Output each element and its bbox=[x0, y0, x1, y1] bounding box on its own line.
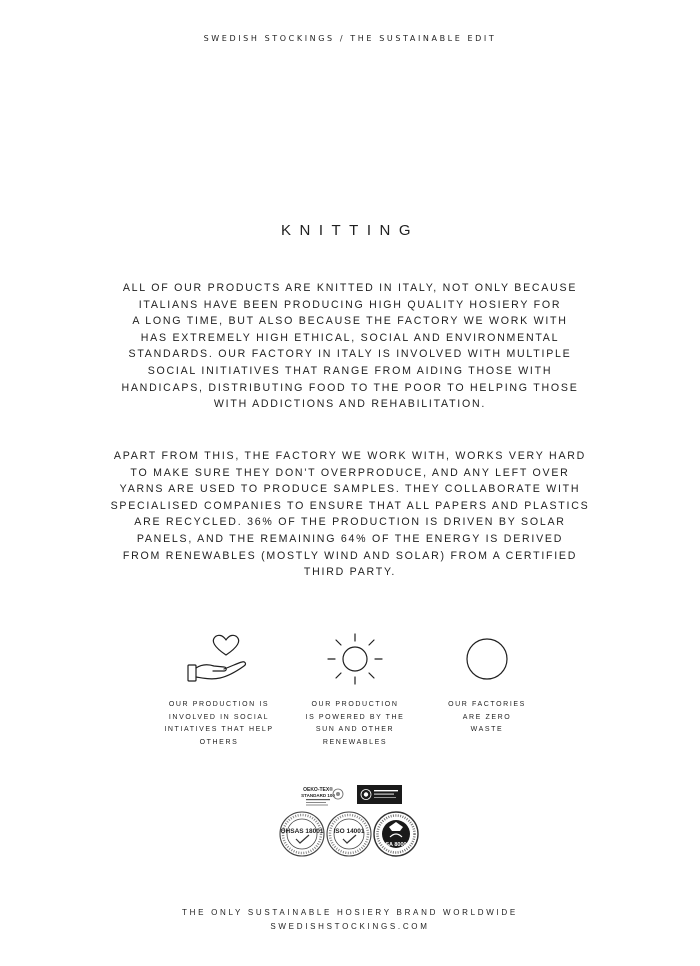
caption-line: INTIATIVES THAT HELP bbox=[164, 726, 274, 733]
paragraph-line: THIRD PARTY. bbox=[303, 566, 397, 579]
ohsas-label: OHSAS 18001 bbox=[280, 828, 324, 835]
paragraph-line: FROM RENEWABLES (MOSTLY WIND AND SOLAR) FROM A CERTIFIED bbox=[122, 549, 578, 562]
paragraph-line: TO MAKE SURE THEY DON'T OVERPRODUCE, AND ANY LEFT OVER bbox=[130, 466, 570, 479]
caption-line: INVOLVED IN SOCIAL bbox=[168, 713, 270, 721]
paragraph-line: YARNS ARE USED TO PRODUCE SAMPLES. THEY COLLABORATE WITH bbox=[119, 483, 581, 496]
caption-line: OTHERS bbox=[199, 738, 239, 746]
caption-line: IS POWERED BY THE bbox=[305, 713, 405, 721]
sa8000-label: SA 8000 bbox=[385, 842, 407, 848]
paragraph-line: PANELS, AND THE REMAINING 64% OF THE ENERGY IS DERIVED bbox=[136, 532, 564, 545]
paragraph-line: STANDARDS. OUR FACTORY IN ITALY IS INVOLVED WITH MULTIPLE bbox=[128, 348, 572, 361]
paragraph-line: HAS EXTREMELY HIGH ETHICAL, SOCIAL AND ENVIRONMENTAL bbox=[140, 331, 560, 344]
feature-icons-row bbox=[0, 633, 700, 753]
paragraph-line: SPECIALISED COMPANIES TO ENSURE THAT ALL PAPERS AND PLASTICS bbox=[110, 499, 590, 512]
iso-seal bbox=[327, 812, 371, 856]
caption-line: WASTE bbox=[470, 726, 504, 733]
paragraph-line: ARE RECYCLED. 36% OF THE PRODUCTION IS DRIVEN BY SOLAR bbox=[134, 516, 566, 529]
oeko-tex-line2: STANDARD 100 bbox=[301, 793, 335, 798]
caption-line: OUR PRODUCTION bbox=[311, 701, 399, 708]
section-title: KNITTING bbox=[281, 222, 419, 239]
paragraph-knitting-italy bbox=[100, 280, 600, 413]
paragraph-line: HANDICAPS, DISTRIBUTING FOOD TO THE POOR TO HELPING THOSE bbox=[121, 381, 579, 394]
feature-zero-waste bbox=[412, 633, 562, 737]
caption-line: SUN AND OTHER bbox=[315, 726, 395, 733]
footer-website-link[interactable]: SWEDISHSTOCKINGS.COM bbox=[270, 922, 430, 931]
feature-social-initiatives bbox=[144, 633, 294, 749]
oeko-tex-line1: OEKO-TEX® bbox=[303, 787, 333, 793]
oeko-tex-logo bbox=[301, 786, 343, 806]
caption-line: ARE ZERO bbox=[462, 713, 512, 721]
certification-badges bbox=[0, 782, 700, 862]
circle-icon bbox=[461, 633, 513, 685]
made-in-green-badge bbox=[357, 785, 402, 804]
feature-caption bbox=[144, 699, 294, 749]
caption-line: OUR PRODUCTION IS bbox=[168, 701, 270, 708]
paragraph-line: APART FROM THIS, THE FACTORY WE WORK WITH, WORKS VERY HARD bbox=[113, 450, 587, 462]
paragraph-line: ITALIANS HAVE BEEN PRODUCING HIGH QUALITY HOSIERY FOR bbox=[138, 298, 562, 311]
paragraph-factory-sustainability bbox=[100, 448, 600, 581]
sa8000-seal bbox=[374, 812, 418, 856]
ohsas-seal bbox=[280, 812, 324, 856]
feature-caption bbox=[280, 699, 430, 749]
hand-heart-icon bbox=[184, 633, 254, 685]
feature-caption bbox=[412, 699, 562, 737]
feature-solar-power bbox=[280, 633, 430, 749]
caption-line: OUR FACTORIES bbox=[448, 701, 526, 708]
footer-tagline: THE ONLY SUSTAINABLE HOSIERY BRAND WORLDWIDE bbox=[182, 908, 518, 917]
certification-logos bbox=[0, 782, 700, 862]
paragraph-line: WITH ADDICTIONS AND REHABILITATION. bbox=[213, 398, 487, 411]
page-header: SWEDISH STOCKINGS / THE SUSTAINABLE EDIT bbox=[203, 34, 497, 43]
iso-label: ISO 14001 bbox=[333, 828, 365, 835]
caption-line: RENEWABLES bbox=[322, 738, 388, 746]
page-footer bbox=[0, 906, 700, 934]
sun-icon bbox=[327, 633, 383, 685]
paragraph-line: ALL OF OUR PRODUCTS ARE KNITTED IN ITALY, NOT ONLY BECAUSE bbox=[122, 282, 578, 294]
paragraph-line: SOCIAL INITIATIVES THAT RANGE FROM AIDING THOSE WITH bbox=[147, 364, 553, 377]
paragraph-line: A LONG TIME, BUT ALSO BECAUSE THE FACTORY WE WORK WITH bbox=[132, 315, 568, 328]
